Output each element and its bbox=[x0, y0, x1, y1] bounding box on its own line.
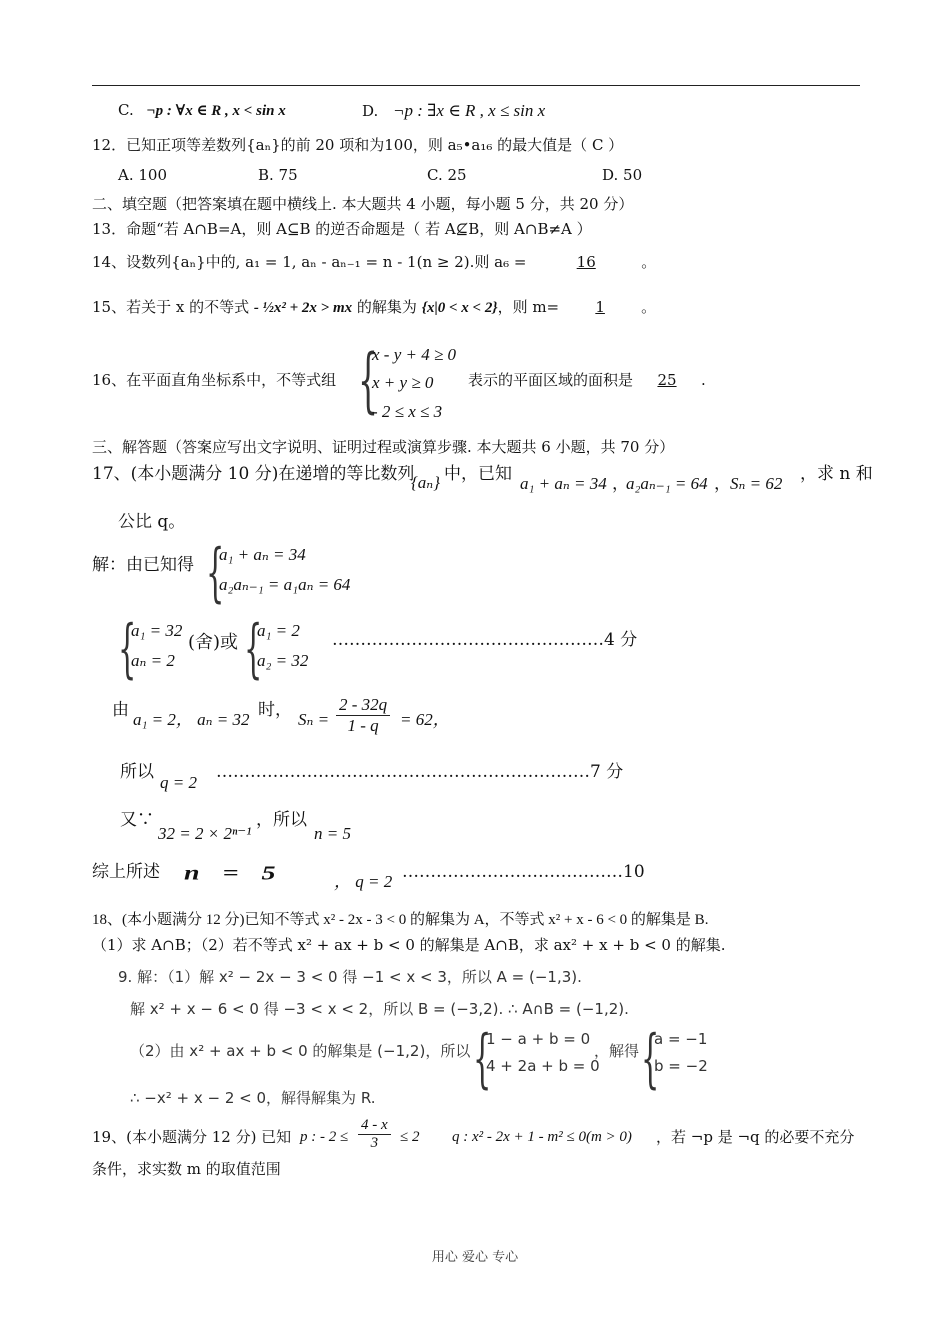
q17-stem-d: 公比 q。 bbox=[118, 512, 186, 532]
q17-eq32: 32 = 2 × 2ⁿ⁻¹ bbox=[158, 824, 252, 843]
q17-sn-fraction bbox=[334, 696, 392, 735]
q17-sys2a-line1: a₁ = 32 bbox=[131, 621, 183, 640]
q17-cond-a: a₁ = 2， aₙ = 32 bbox=[133, 710, 250, 729]
q17-q2: ， q = 2 bbox=[334, 872, 393, 891]
q16-text-b: 表示的平面区域的面积是 25 . bbox=[468, 371, 706, 389]
q17-score-7: …………………………………………………………7 分 bbox=[216, 762, 624, 782]
q19-frac-num: 4 - x bbox=[358, 1117, 391, 1135]
q15-set: {x|0 < x < 2} bbox=[421, 300, 498, 316]
q17-stem-b: 中，已知 bbox=[444, 464, 512, 484]
q16-line-2: x + y ≥ 0 bbox=[372, 373, 434, 392]
q17-suoyi2: ，所以 bbox=[256, 810, 307, 830]
q18-solution-3a: （2）由 x² + ax + b < 0 的解集是 (−1,2)，所以 bbox=[130, 1042, 471, 1060]
q15-text-a: 15、若关于 x 的不等式 bbox=[92, 298, 250, 316]
q18-solution-4: ∴ −x² + x − 2 < 0，解得解集为 R. bbox=[130, 1089, 376, 1107]
q17-sys1-line1: a₁ + aₙ = 34 bbox=[219, 545, 306, 564]
q14-text: 14、设数列{aₙ}中的, a₁ = 1, aₙ - aₙ₋₁ = n - 1(n ≥ 2).则 a₆ = bbox=[92, 253, 532, 271]
q16-line-1: x - y + 4 ≥ 0 bbox=[372, 345, 457, 364]
q11-d-label: D. bbox=[362, 102, 379, 120]
top-rule bbox=[92, 85, 860, 86]
section-3-heading: 三、解答题（答案应写出文字说明、证明过程或演算步骤. 本大题共 6 小题，共 70 分） bbox=[92, 438, 675, 456]
q11-c-label: C. bbox=[118, 101, 134, 119]
q19-fraction bbox=[356, 1117, 393, 1152]
q17-cond-3: Sₙ = 62 bbox=[730, 474, 783, 493]
q15-answer: 1 bbox=[595, 298, 605, 316]
q18-sys4-line1: a = −1 bbox=[654, 1030, 708, 1048]
q18-sys3-line1: 1 − a + b = 0 bbox=[486, 1030, 591, 1048]
q17-cond-1: a₁ + aₙ = 34 bbox=[520, 474, 607, 493]
q17-stem-c: ，求 n 和 bbox=[800, 464, 873, 484]
q17-n5-large: n = 5 bbox=[184, 862, 284, 885]
q15-text-b: 的解集为 bbox=[356, 298, 417, 316]
q12-option-d: D. 50 bbox=[602, 166, 643, 184]
q17-you2: 又∵ bbox=[120, 810, 154, 830]
q19-frac-den: 3 bbox=[370, 1134, 379, 1151]
q17-reject-or: (舍)或 bbox=[188, 632, 239, 653]
q17-score-10: …………………………………10 bbox=[402, 862, 645, 882]
q17-seq: {aₙ} bbox=[411, 473, 440, 492]
section-2-heading: 二、填空题（把答案填在题中横线上. 本大题共 4 小题，每小题 5 分，共 20 分） bbox=[92, 195, 634, 213]
q18-solution-2: 解 x² + x − 6 < 0 得 −3 < x < 2，所以 B = (−3,2). ∴ A∩B = (−1,2). bbox=[130, 1000, 629, 1018]
q17-n-value: n = 5 bbox=[314, 824, 351, 843]
q18-line2: （1）求 A∩B；（2）若不等式 x² + ax + b < 0 的解集是 A∩B，求 ax² + x + b < 0 的解集. bbox=[92, 936, 726, 954]
q14-answer: 16 bbox=[576, 253, 596, 271]
q17-sys2b-line2: a₂ = 32 bbox=[257, 651, 309, 670]
q18-solution-1: 9. 解：（1）解 x² − 2x − 3 < 0 得 −1 < x < 3，所以 A = (−1,3). bbox=[118, 968, 582, 986]
q17-suoyi: 所以 bbox=[120, 762, 154, 782]
q19-p-end: ≤ 2 bbox=[400, 1129, 420, 1145]
q12-option-a: A. 100 bbox=[118, 166, 167, 184]
q19-p: p : - 2 ≤ bbox=[300, 1129, 349, 1145]
q17-conclusion: 综上所述 bbox=[92, 862, 160, 882]
q17-solution-label: 解：由已知得 bbox=[92, 555, 194, 575]
q18-line1: 18、(本小题满分 12 分)已知不等式 x² - 2x - 3 < 0 的解集为 A，不等式 x² + x - 6 < 0 的解集是 B. bbox=[92, 912, 709, 928]
q19-q: q : x² - 2x + 1 - m² ≤ 0(m > 0) bbox=[452, 1129, 632, 1145]
q18-sys3-line2: 4 + 2a + b = 0 bbox=[486, 1057, 600, 1075]
q17-cond-2: a₂aₙ₋₁ = 64 bbox=[626, 474, 708, 493]
q11-c-expr: ¬p : ∀x ∈ R , x < sin x bbox=[146, 103, 286, 119]
q11-option-c bbox=[118, 101, 286, 120]
q15-stem: 15、若关于 x 的不等式 - ½x² + 2x > mx 的解集为 {x|0 < x < 2}，则 m= 1 。 bbox=[92, 298, 657, 316]
q15-text-c: ，则 m= bbox=[497, 298, 560, 316]
q15-expr: - ½x² + 2x > mx bbox=[253, 300, 353, 316]
page-footer: 用心 爱心 专心 bbox=[431, 1250, 519, 1265]
q12-option-c: C. 25 bbox=[427, 166, 467, 184]
q17-you: 由 bbox=[112, 700, 129, 720]
q17-eq62: = 62， bbox=[400, 710, 450, 729]
q14-stem: 14、设数列{aₙ}中的, a₁ = 1, aₙ - aₙ₋₁ = n - 1(n ≥ 2).则 a₆ = 16 。 bbox=[92, 253, 657, 271]
q11-d-expr: ¬p : ∃x ∈ R , x ≤ sin x bbox=[393, 101, 546, 120]
q17-shi: 时， bbox=[258, 700, 292, 720]
q17-sys2a-line2: aₙ = 2 bbox=[131, 651, 175, 670]
q12-stem: 12．已知正项等差数列{aₙ}的前 20 项和为100，则 a₅•a₁₆ 的最大值是（ C ） bbox=[92, 136, 624, 154]
exam-page: C. ¬p : ∀x ∈ R , x < sin x D. ¬p : ∃x ∈ R , x ≤ sin x 12．已知正项等差数列{aₙ}的前 20 项和为100，则 a₅•a₁₆ 的最大值是（ C ） A. 100 B. 75 C. 25 D. 50 二、填空题（把答案填在题中横线上. 本大题共 4 小题，每小题 5 分，共 20 分） 13．命题“若 A∩B=A，则 A⊆B 的逆否命题是（ 若 A⊈B，则 A∩B≠A ） 14、设数列{aₙ}中的, a₁ = 1, aₙ - aₙ₋₁ = n - 1(n ≥ 2).则 a₆ = 16 。 15、若关于 x 的不等式 - ½x² + 2x > mx 的解集为 {x|0 < x < 2}，则 m= 1 。 16、在平面直角坐标系中，不等式组 { x - y + 4 ≥ 0 x + y ≥ 0 - 2 ≤ x ≤ 3 表示的平面区域的面积是 25 . 三、解答题（答案应写出文字说明、证明过程或演算步骤. 本大题共 6 小题，共 70 分） 17、(本小题满分 10 分)在递增的等比数列 {aₙ} 中，已知 a₁ + aₙ = 34 ， a₂aₙ₋₁ = 64 ， Sₙ = 62 ，求 n 和 公比 q。 解：由已知得 { a₁ + aₙ = 34 a₂aₙ₋₁ = a₁aₙ = 64 { a₁ = 32 aₙ = 2 (舍)或 { a₁ = 2 a₂ = 32 …………………………………………4 分 由 a₁ = 2， aₙ = 32 时， Sₙ = $\frac{2 - 32q}{1 - q}$ = 62， 所以 q = 2 …………………………………………………………7 分 又∵ 32 = 2 × 2ⁿ⁻¹ ，所以 n = 5 综上所述 n = 5 ， q = 2 …………………………………10 18、(本小题满分 12 分)已知不等式 x² - 2x - 3 < 0 的解集为 A，不等式 x² + x - 6 < 0 的解集是 B. （1）求 A∩B；（2）若不等式 x² + ax + b < 0 的解集是 A∩B，求 ax² + x + b < 0 的解集. 9. 解：（1）解 x² − 2x − 3 < 0 得 −1 < x < 3，所以 A = (−1,3). 解 x² + x − 6 < 0 得 −3 < x < 2，所以 B = (−3,2). ∴ A∩B = (−1,2). （2）由 x² + ax + b < 0 的解集是 (−1,2)，所以 { 1 − a + b = 0 4 + 2a + b = 0 ，解得 { a = −1 b = −2 ∴ −x² + x − 2 < 0，解得解集为 R. 19、(本小题满分 12 分) 已知 p : - 2 ≤ $\frac{4 - x}{3}$ ≤ 2 q : x² - 2x + 1 - m² ≤ 0(m > 0) ，若 ¬p 是 ¬q 的必要不充分 条件，求实数 m 的取值范围 用心 爱心 专心 bbox=[0, 0, 950, 1344]
q17-frac-den: 1 - q bbox=[347, 715, 379, 735]
q19-stem-c: 条件，求实数 m 的取值范围 bbox=[92, 1160, 281, 1178]
q16-text-a: 16、在平面直角坐标系中，不等式组 bbox=[92, 371, 337, 389]
q17-q-value: q = 2 bbox=[160, 773, 197, 792]
q16-line-3: - 2 ≤ x ≤ 3 bbox=[372, 402, 443, 421]
q16-brace: { bbox=[358, 339, 379, 421]
q18-solution-3b: ，解得 bbox=[594, 1042, 640, 1060]
q16-answer: 25 bbox=[657, 371, 677, 389]
q17-stem-line1: 17、(本小题满分 10 分)在递增的等比数列 bbox=[92, 464, 415, 484]
q17-frac-num: 2 - 32q bbox=[336, 696, 390, 716]
q19-stem-a: 19、(本小题满分 12 分) 已知 bbox=[92, 1128, 292, 1146]
q17-sn: Sₙ = bbox=[298, 710, 330, 729]
q17-score-4: …………………………………………4 分 bbox=[332, 630, 638, 650]
q17-sys1-line2: a₂aₙ₋₁ = a₁aₙ = 64 bbox=[219, 575, 351, 594]
q12-option-b: B. 75 bbox=[258, 166, 298, 184]
q13-stem: 13．命题“若 A∩B=A，则 A⊆B 的逆否命题是（ 若 A⊈B，则 A∩B≠A ） bbox=[92, 220, 592, 238]
q11-option-d bbox=[362, 101, 545, 121]
q19-stem-b: ，若 ¬p 是 ¬q 的必要不充分 bbox=[656, 1128, 855, 1146]
q17-sys2b-line1: a₁ = 2 bbox=[257, 621, 300, 640]
q18-sys4-line2: b = −2 bbox=[654, 1057, 708, 1075]
